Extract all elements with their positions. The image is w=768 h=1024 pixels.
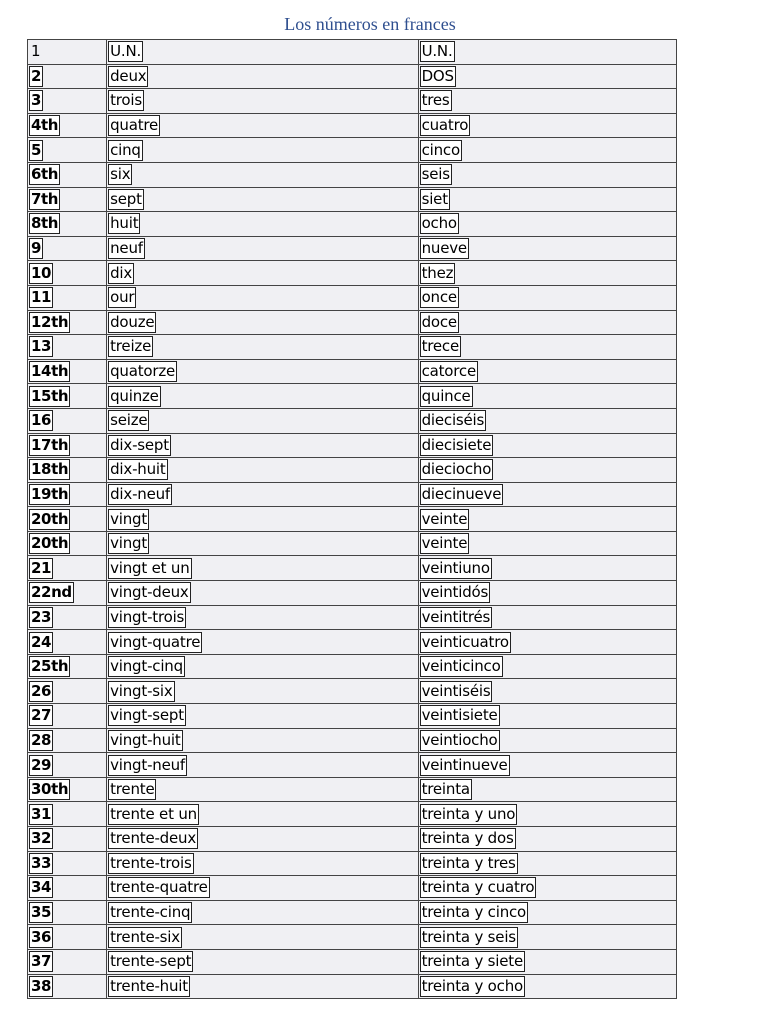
table-row: [28, 212, 677, 237]
number-cell: [28, 482, 107, 507]
table-row: [28, 679, 677, 704]
table-row: [28, 236, 677, 261]
number-cell-text: 3: [31, 91, 42, 110]
spanish-cell: [418, 507, 676, 532]
french-cell: [107, 261, 418, 286]
table-row: [28, 187, 677, 212]
french-cell: [107, 40, 418, 65]
numbers-table: [27, 39, 677, 999]
table-row: [28, 458, 677, 483]
french-cell: [107, 531, 418, 556]
number-cell: [28, 507, 107, 532]
spanish-cell-text: nueve: [421, 239, 467, 258]
spanish-cell: [418, 925, 676, 950]
number-cell-text: 8th: [31, 214, 59, 233]
french-cell: [107, 556, 418, 581]
number-cell: [28, 458, 107, 483]
french-cell-text: vingt-quatre: [110, 632, 201, 651]
number-cell-text: 6th: [31, 165, 59, 184]
number-cell: [28, 64, 107, 89]
french-cell: [107, 335, 418, 360]
spanish-cell: [418, 605, 676, 630]
spanish-cell: [418, 113, 676, 138]
french-cell-text: trente-huit: [110, 976, 188, 995]
number-cell: [28, 408, 107, 433]
spanish-cell: [418, 531, 676, 556]
spanish-cell-text: seis: [421, 165, 450, 184]
number-cell: [28, 113, 107, 138]
number-cell-text: 26: [31, 681, 52, 700]
french-cell-text: trente-quatre: [110, 878, 208, 897]
number-cell-text: 10: [31, 263, 52, 282]
table-row: [28, 40, 677, 65]
spanish-cell: [418, 236, 676, 261]
number-cell: [28, 949, 107, 974]
spanish-cell-text: ocho: [421, 214, 457, 233]
french-cell: [107, 408, 418, 433]
french-cell-text: trente-six: [110, 927, 180, 946]
spanish-cell-text: veintidós: [421, 583, 489, 602]
french-cell-text: sept: [110, 189, 142, 208]
french-cell: [107, 728, 418, 753]
spanish-cell: [418, 212, 676, 237]
number-cell: [28, 162, 107, 187]
french-cell-text: trente: [110, 780, 155, 799]
spanish-cell: [418, 359, 676, 384]
table-row: [28, 851, 677, 876]
number-cell-text: 14th: [31, 362, 69, 381]
table-row: [28, 507, 677, 532]
table-row: [28, 556, 677, 581]
spanish-cell-text: treinta y tres: [421, 853, 516, 872]
spanish-cell: [418, 335, 676, 360]
spanish-cell: [418, 162, 676, 187]
french-cell-text: trente-sept: [110, 952, 192, 971]
number-cell-text: 18th: [31, 460, 69, 479]
french-cell: [107, 949, 418, 974]
spanish-cell-text: veinticuatro: [421, 632, 509, 651]
table-row: [28, 876, 677, 901]
number-cell: [28, 827, 107, 852]
spanish-cell-text: quince: [421, 386, 471, 405]
spanish-cell-text: tres: [421, 91, 450, 110]
number-cell: [28, 630, 107, 655]
spanish-cell: [418, 704, 676, 729]
french-cell-text: six: [110, 165, 131, 184]
number-cell: [28, 925, 107, 950]
spanish-cell-text: veintiocho: [421, 730, 498, 749]
french-cell-text: neuf: [110, 239, 143, 258]
number-cell-text: 25th: [31, 657, 69, 676]
table-row: [28, 753, 677, 778]
french-cell: [107, 827, 418, 852]
spanish-cell-text: veinte: [421, 509, 468, 528]
french-cell: [107, 212, 418, 237]
spanish-cell-text: treinta y dos: [421, 829, 514, 848]
number-cell: [28, 433, 107, 458]
french-cell: [107, 679, 418, 704]
table-row: [28, 64, 677, 89]
french-cell: [107, 458, 418, 483]
french-cell: [107, 851, 418, 876]
table-row: [28, 335, 677, 360]
table-row: [28, 261, 677, 286]
french-cell-text: vingt-sept: [110, 706, 184, 725]
spanish-cell: [418, 482, 676, 507]
number-cell: [28, 261, 107, 286]
spanish-cell-text: veinticinco: [421, 657, 501, 676]
number-cell-text: 37: [31, 952, 52, 971]
spanish-cell: [418, 679, 676, 704]
number-cell-text: 35: [31, 903, 52, 922]
french-cell: [107, 162, 418, 187]
number-cell: [28, 679, 107, 704]
table-row: [28, 384, 677, 409]
french-cell-text: treize: [110, 337, 152, 356]
number-cell-text: 24: [31, 632, 52, 651]
number-cell-text: 19th: [31, 484, 69, 503]
number-cell: [28, 212, 107, 237]
spanish-cell-text: treinta y ocho: [421, 976, 523, 995]
french-cell: [107, 89, 418, 114]
table-row: [28, 630, 677, 655]
table-row: [28, 285, 677, 310]
french-cell-text: douze: [110, 312, 155, 331]
french-cell-text: U.N.: [110, 42, 142, 61]
french-cell: [107, 900, 418, 925]
french-cell-text: vingt-trois: [110, 607, 185, 626]
number-cell-text: 31: [31, 804, 52, 823]
french-cell-text: quatre: [110, 116, 159, 135]
number-cell: [28, 236, 107, 261]
french-cell-text: dix-huit: [110, 460, 166, 479]
spanish-cell-text: treinta y cuatro: [421, 878, 535, 897]
french-cell: [107, 113, 418, 138]
spanish-cell-text: diecisiete: [421, 435, 492, 454]
spanish-cell: [418, 261, 676, 286]
spanish-cell: [418, 802, 676, 827]
number-cell-text: 33: [31, 853, 52, 872]
french-cell-text: huit: [110, 214, 139, 233]
spanish-cell-text: veintitrés: [421, 607, 491, 626]
number-cell: [28, 851, 107, 876]
spanish-cell: [418, 974, 676, 999]
spanish-cell-text: once: [421, 288, 457, 307]
spanish-cell-text: dieciocho: [421, 460, 492, 479]
spanish-cell: [418, 556, 676, 581]
spanish-cell-text: catorce: [421, 362, 476, 381]
number-cell: [28, 285, 107, 310]
spanish-cell-text: dieciséis: [421, 411, 485, 430]
french-cell-text: dix-sept: [110, 435, 169, 454]
number-cell: [28, 704, 107, 729]
french-cell-text: vingt: [110, 534, 148, 553]
spanish-cell-text: treinta: [421, 780, 470, 799]
number-cell-text: 9: [31, 239, 42, 258]
french-cell: [107, 138, 418, 163]
number-cell: [28, 138, 107, 163]
french-cell-text: dix-neuf: [110, 484, 171, 503]
spanish-cell: [418, 433, 676, 458]
table-row: [28, 138, 677, 163]
spanish-cell-text: veintinueve: [421, 755, 508, 774]
french-cell: [107, 384, 418, 409]
spanish-cell: [418, 187, 676, 212]
table-row: [28, 581, 677, 606]
spanish-cell: [418, 40, 676, 65]
number-cell-text: 29: [31, 755, 52, 774]
spanish-cell: [418, 827, 676, 852]
french-cell-text: trente-trois: [110, 853, 192, 872]
spanish-cell-text: cinco: [421, 140, 460, 159]
french-cell: [107, 802, 418, 827]
number-cell: [28, 777, 107, 802]
table-row: [28, 89, 677, 114]
number-cell: [28, 753, 107, 778]
french-cell-text: vingt-neuf: [110, 755, 185, 774]
spanish-cell: [418, 630, 676, 655]
table-row: [28, 605, 677, 630]
table-row: [28, 802, 677, 827]
french-cell-text: trente-deux: [110, 829, 197, 848]
french-cell-text: trente-cinq: [110, 903, 191, 922]
number-cell-text: 38: [31, 976, 52, 995]
number-cell: [28, 802, 107, 827]
french-cell: [107, 359, 418, 384]
spanish-cell-text: treinta y cinco: [421, 903, 527, 922]
number-cell-text: 21: [31, 558, 52, 577]
spanish-cell-text: thez: [421, 263, 454, 282]
french-cell: [107, 777, 418, 802]
number-cell-text: 7th: [31, 189, 59, 208]
spanish-cell: [418, 458, 676, 483]
number-cell: [28, 581, 107, 606]
number-cell: [28, 335, 107, 360]
french-cell: [107, 925, 418, 950]
french-cell-text: vingt-huit: [110, 730, 181, 749]
french-cell-text: quatorze: [110, 362, 176, 381]
number-cell-text: 36: [31, 927, 52, 946]
number-cell-text: 34: [31, 878, 52, 897]
french-cell-text: deux: [110, 66, 147, 85]
table-row: [28, 162, 677, 187]
french-cell-text: trente et un: [110, 804, 197, 823]
french-cell-text: vingt: [110, 509, 148, 528]
number-cell-text: 17th: [31, 435, 69, 454]
spanish-cell-text: siet: [421, 189, 448, 208]
spanish-cell-text: veintiséis: [421, 681, 491, 700]
spanish-cell: [418, 310, 676, 335]
french-cell-text: vingt-cinq: [110, 657, 183, 676]
spanish-cell: [418, 900, 676, 925]
number-cell-text: 5: [31, 140, 42, 159]
number-cell-text: 27: [31, 706, 52, 725]
french-cell-text: vingt-six: [110, 681, 173, 700]
table-row: [28, 433, 677, 458]
number-cell: [28, 359, 107, 384]
spanish-cell: [418, 876, 676, 901]
french-cell: [107, 187, 418, 212]
french-cell: [107, 654, 418, 679]
french-cell: [107, 64, 418, 89]
number-cell: [28, 89, 107, 114]
number-cell: [28, 531, 107, 556]
number-cell-text: 11: [31, 288, 52, 307]
number-cell: [28, 556, 107, 581]
french-cell: [107, 630, 418, 655]
table-body: [28, 40, 677, 999]
number-cell: [28, 728, 107, 753]
french-cell: [107, 433, 418, 458]
page-title: Los números en frances: [284, 14, 456, 34]
number-cell: [28, 900, 107, 925]
number-cell-text: 23: [31, 607, 52, 626]
spanish-cell: [418, 138, 676, 163]
number-cell: [28, 40, 107, 65]
french-cell: [107, 876, 418, 901]
spanish-cell-text: trece: [421, 337, 460, 356]
number-cell-text: 30th: [31, 780, 69, 799]
spanish-cell: [418, 654, 676, 679]
spanish-cell: [418, 777, 676, 802]
table-row: [28, 113, 677, 138]
table-row: [28, 359, 677, 384]
table-row: [28, 777, 677, 802]
french-cell-text: vingt-deux: [110, 583, 189, 602]
spanish-cell-text: treinta y seis: [421, 927, 516, 946]
french-cell: [107, 482, 418, 507]
table-row: [28, 974, 677, 999]
french-cell: [107, 974, 418, 999]
french-cell: [107, 507, 418, 532]
table-row: [28, 704, 677, 729]
number-cell-text: 13: [31, 337, 52, 356]
table-row: [28, 482, 677, 507]
french-cell-text: trois: [110, 91, 142, 110]
number-cell-text: 12th: [31, 312, 69, 331]
number-cell-text: 4th: [31, 116, 59, 135]
table-row: [28, 925, 677, 950]
spanish-cell: [418, 581, 676, 606]
spanish-cell: [418, 384, 676, 409]
french-cell: [107, 285, 418, 310]
table-row: [28, 728, 677, 753]
spanish-cell-text: treinta y siete: [421, 952, 524, 971]
table-row: [28, 531, 677, 556]
table-row: [28, 949, 677, 974]
number-cell: [28, 310, 107, 335]
spanish-cell-text: diecinueve: [421, 484, 502, 503]
french-cell: [107, 704, 418, 729]
number-cell: [28, 654, 107, 679]
french-cell-text: seize: [110, 411, 148, 430]
spanish-cell: [418, 851, 676, 876]
spanish-cell: [418, 949, 676, 974]
number-cell-text: 20th: [31, 509, 69, 528]
number-cell-text: 2: [31, 66, 42, 85]
spanish-cell: [418, 64, 676, 89]
spanish-cell-text: treinta y uno: [421, 804, 516, 823]
french-cell-text: our: [110, 288, 135, 307]
number-cell-text: 32: [31, 829, 52, 848]
spanish-cell-text: veinte: [421, 534, 468, 553]
table-row: [28, 654, 677, 679]
number-cell: [28, 974, 107, 999]
french-cell: [107, 310, 418, 335]
table-row: [28, 310, 677, 335]
number-cell: [28, 876, 107, 901]
spanish-cell-text: U.N.: [421, 42, 453, 61]
french-cell: [107, 753, 418, 778]
spanish-cell: [418, 728, 676, 753]
french-cell-text: quinze: [110, 386, 159, 405]
french-cell: [107, 236, 418, 261]
spanish-cell-text: DOS: [421, 66, 454, 85]
number-cell-text: 28: [31, 730, 52, 749]
french-cell-text: cinq: [110, 140, 141, 159]
number-cell: [28, 384, 107, 409]
spanish-cell-text: veintisiete: [421, 706, 498, 725]
number-cell: [28, 605, 107, 630]
french-cell-text: vingt et un: [110, 558, 190, 577]
french-cell-text: dix: [110, 263, 133, 282]
spanish-cell-text: cuatro: [421, 116, 469, 135]
spanish-cell: [418, 753, 676, 778]
spanish-cell: [418, 285, 676, 310]
number-cell-text: 20th: [31, 534, 69, 553]
spanish-cell: [418, 89, 676, 114]
spanish-cell-text: doce: [421, 312, 457, 331]
french-cell: [107, 581, 418, 606]
number-cell-text: 16: [31, 411, 52, 430]
number-cell-text: 1: [31, 42, 41, 61]
table-row: [28, 408, 677, 433]
french-cell: [107, 605, 418, 630]
spanish-cell-text: veintiuno: [421, 558, 490, 577]
spanish-cell: [418, 408, 676, 433]
number-cell-text: 15th: [31, 386, 69, 405]
number-cell-text: 22nd: [31, 583, 72, 602]
table-row: [28, 900, 677, 925]
table-row: [28, 827, 677, 852]
number-cell: [28, 187, 107, 212]
